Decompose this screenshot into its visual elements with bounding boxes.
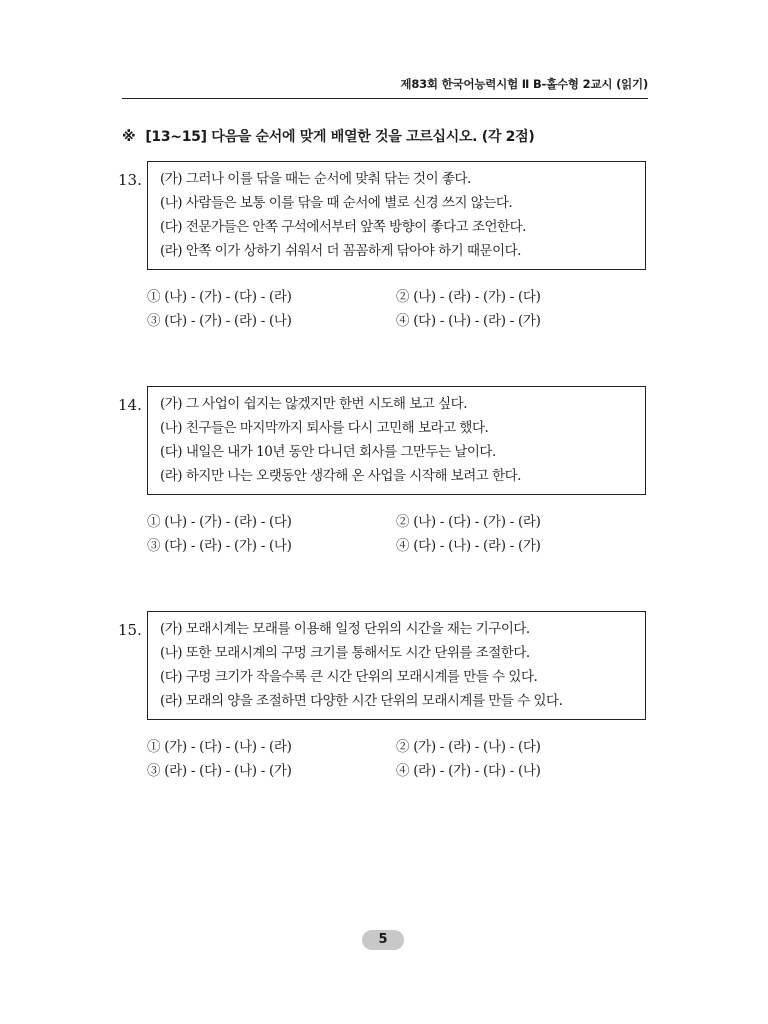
passage-line: (다) 전문가들은 안쪽 구석에서부터 앞쪽 방향이 좋다고 조언한다. <box>160 219 526 235</box>
answer-option-1[interactable]: ① (가) - (다) - (나) - (라) <box>147 739 292 755</box>
answer-option-4[interactable]: ④ (라) - (가) - (다) - (나) <box>396 763 541 779</box>
passage-line: (나) 친구들은 마지막까지 퇴사를 다시 고민해 보라고 했다. <box>160 420 489 436</box>
passage-line: (나) 사람들은 보통 이를 닦을 때 순서에 별로 신경 쓰지 않는다. <box>160 195 513 211</box>
answer-option-1[interactable]: ① (나) - (가) - (라) - (다) <box>147 514 292 530</box>
passage-line: (라) 하지만 나는 오랫동안 생각해 온 사업을 시작해 보려고 한다. <box>160 468 521 484</box>
passage-box <box>147 386 646 495</box>
answer-option-4[interactable]: ④ (다) - (나) - (라) - (가) <box>396 313 541 329</box>
passage-line: (다) 내일은 내가 10년 동안 다니던 회사를 그만두는 날이다. <box>160 444 496 460</box>
passage-line: (가) 그 사업이 쉽지는 않겠지만 한번 시도해 보고 싶다. <box>160 396 468 412</box>
answer-option-1[interactable]: ① (나) - (가) - (다) - (라) <box>147 289 292 305</box>
question-number: 15. <box>118 621 142 639</box>
answer-option-3[interactable]: ③ (다) - (가) - (라) - (나) <box>147 313 292 329</box>
passage-line: (다) 구멍 크기가 작을수록 큰 시간 단위의 모래시계를 만들 수 있다. <box>160 669 538 685</box>
passage-box <box>147 161 646 270</box>
page-number-badge: 5 <box>362 930 404 950</box>
answer-option-2[interactable]: ② (나) - (다) - (가) - (라) <box>396 514 541 530</box>
question-number: 13. <box>118 171 142 189</box>
instruction-text: [13~15] 다음을 순서에 맞게 배열한 것을 고르십시오. (각 2점) <box>145 129 535 145</box>
header-divider <box>122 98 648 99</box>
section-instruction <box>122 126 682 146</box>
answer-option-2[interactable]: ② (나) - (라) - (가) - (다) <box>396 289 541 305</box>
passage-line: (라) 안쪽 이가 상하기 쉬워서 더 꼼꼼하게 닦아야 하기 때문이다. <box>160 243 521 259</box>
answer-option-4[interactable]: ④ (다) - (나) - (라) - (가) <box>396 538 541 554</box>
passage-line: (나) 또한 모래시계의 구멍 크기를 통해서도 시간 단위를 조절한다. <box>160 645 530 661</box>
question-number: 14. <box>118 396 142 414</box>
passage-box <box>147 611 646 720</box>
exam-header: 제83회 한국어능력시험 Ⅱ B-홀수형 2교시 (읽기) <box>400 77 648 91</box>
passage-line: (라) 모래의 양을 조절하면 다양한 시간 단위의 모래시계를 만들 수 있다. <box>160 693 563 709</box>
answer-option-2[interactable]: ② (가) - (라) - (나) - (다) <box>396 739 541 755</box>
reference-mark: ※ <box>122 129 136 145</box>
answer-option-3[interactable]: ③ (라) - (다) - (나) - (가) <box>147 763 292 779</box>
answer-option-3[interactable]: ③ (다) - (라) - (가) - (나) <box>147 538 292 554</box>
passage-line: (가) 그러나 이를 닦을 때는 순서에 맞춰 닦는 것이 좋다. <box>160 171 471 187</box>
passage-line: (가) 모래시계는 모래를 이용해 일정 단위의 시간을 재는 기구이다. <box>160 621 530 637</box>
